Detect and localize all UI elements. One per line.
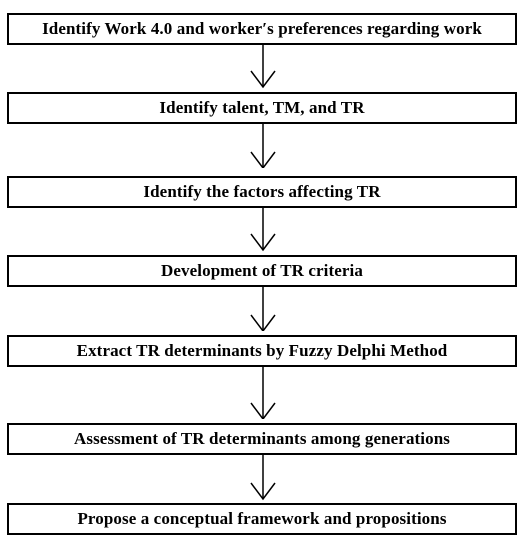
step-box-7	[7, 503, 517, 535]
step-label-1: Identify Work 4.0 and worker′s preferences regarding work	[42, 19, 482, 38]
arrow-down-icon-1	[249, 45, 277, 89]
step-label-4: Development of TR criteria	[161, 261, 363, 280]
step-box-4	[7, 255, 517, 287]
step-label-6: Assessment of TR determinants among generations	[73, 429, 450, 448]
step-label-3: Identify the factors affecting TR	[143, 182, 381, 201]
step-box-2	[7, 92, 517, 124]
step-label-5: Extract TR determinants by Fuzzy Delphi Method	[76, 341, 448, 360]
step-box-6	[7, 423, 517, 455]
step-box-5	[7, 335, 517, 367]
step-box-1	[7, 13, 517, 45]
arrow-down-icon-4	[249, 287, 277, 331]
step-box-3	[7, 176, 517, 208]
arrow-down-icon-6	[249, 455, 277, 499]
step-label-2: Identify talent, TM, and TR	[159, 98, 365, 117]
arrow-down-icon-2	[249, 124, 277, 168]
arrow-down-icon-3	[249, 208, 277, 252]
arrow-down-icon-5	[249, 367, 277, 411]
step-label-7: Propose a conceptual framework and propositions	[77, 509, 447, 528]
